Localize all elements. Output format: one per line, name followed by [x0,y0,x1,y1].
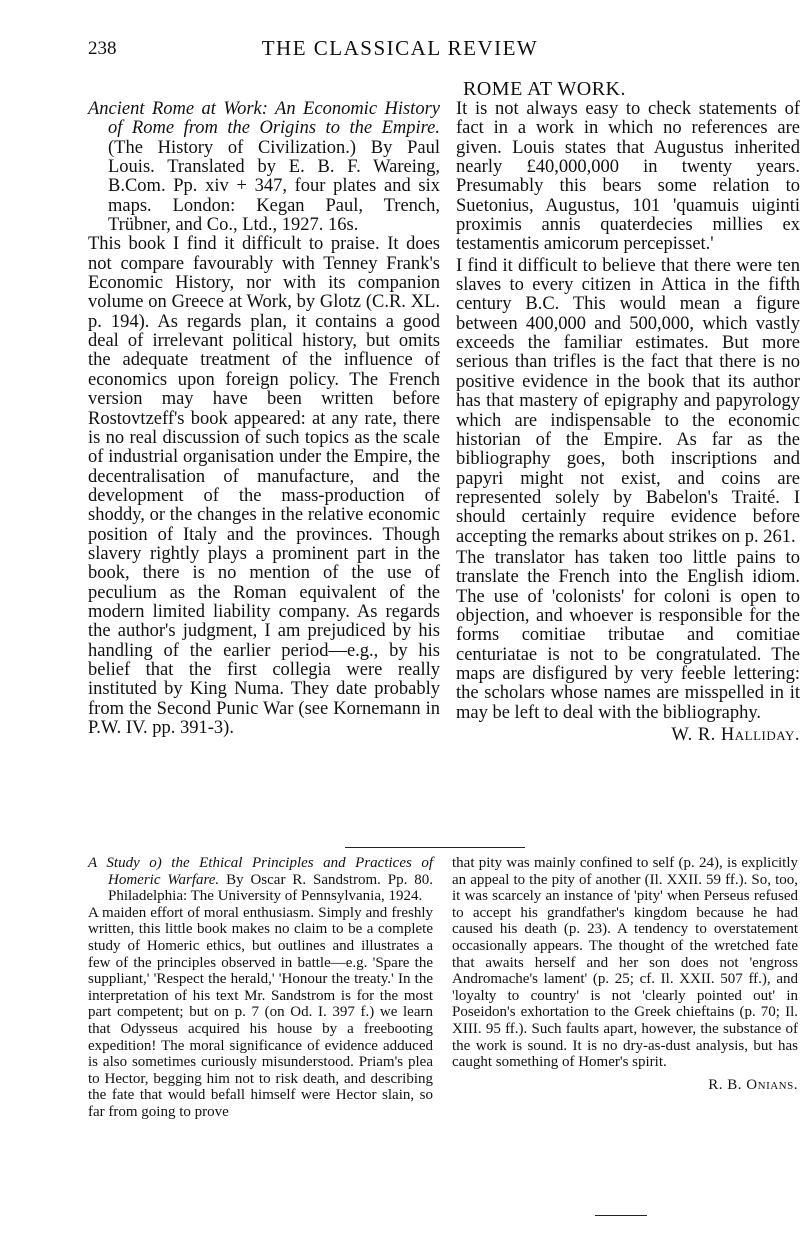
review2-paragraph-1: A maiden effort of moral enthusiasm. Simply and freshly written, this little book makes no claim to be a complete study of Homeric ethics, but outlines and illustrates a few of the principles observed in battle—e.g. 'Spare the suppliant,' 'Respect the herald,' 'Honour the treaty.' In the interpretation of his text Mr. Sandstrom is for the most part competent; but on p. 7 (on Od. I. 397 f.) we learn that Odysseus acquired his house by a freebooting expedition! The moral significance of evidence adduced is also sometimes curiously misunderstood. Priam's plea to Hector, begging him not to risk death, and describing the fate that would befall himself were Hector slain, so far from going to prove [88,904,433,1120]
review1-paragraph-3: I find it difficult to believe that there were ten slaves to every citizen in Attica in the fifth century B.C. This would mean a figure between 400,000 and 500,000, which vastly exceeds the familiar estimates. But more serious than trifles is the fact that there is no positive evidence in the book that its author has that mastery of epigraphy and papyrology which are indispensable to the economic historian of the Empire. As far as the bibliography goes, both inscriptions and papyri might not exist, and coins are represented solely by Babelon's Traité. I should certainly require evidence before accepting the remarks about strikes on p. 261. [456,255,800,547]
end-rule [595,1215,647,1216]
review1-right-column [456,100,800,745]
page-number: 238 [88,38,117,59]
review1-heading [88,100,440,235]
section-title: ROME AT WORK. [463,78,627,100]
review1-paragraph-4: The translator has taken too little pains to translate the French into the English idiom. The use of 'colonists' for coloni is open to objection, and whoever is responsible for the forms comitiae tributae and comitiae centuriatae is not to be congratulated. The maps are disfigured by very feeble lettering: the scholars whose names are misspelled in it may be left to deal with the bibliography. [456,547,800,723]
review1-heading-details: (The History of Civilization.) By Paul Louis. Translated by E. B. F. Wareing, B.Com. Pp. xiv + 347, four plates and six maps. London: Kegan Paul, Trench, Trübner, and Co., Ltd., 1927. 16s. [108,137,440,236]
review2-left-column [88,855,433,1121]
review1-left-column [88,100,440,738]
review2-right-column [452,855,798,1093]
review1-heading-title: Ancient Rome at Work: An Economic History of Rome from the Origins to the Empire. [88,99,440,139]
review2-signature: R. B. Onians. [708,1076,798,1093]
review1-paragraph-1: This book I find it difficult to praise. It does not compare favourably with Tenney Frank's Economic History, nor with its companion volume on Greece at Work, by Glotz (C.R. XL. p. 194). As regards plan, it contains a good deal of irrelevant political history, but omits the adequate treatment of the influence of economics upon foreign policy. The French version may have been written before Rostovtzeff's book appeared: at any rate, there is no real discussion of such topics as the scale of industrial organisation under the Empire, the decentralisation of manufacture, and the development of the mass-production of shoddy, or the changes in the relative economic position of Italy and the provinces. Though slavery rightly plays a prominent part in the book, there is no mention of the use of peculium as the Roman equivalent of the modern limited liability company. As regards the author's judgment, I am prejudiced by his handling of the earlier period—e.g., by his belief that the first collegia were really instituted by King Numa. They date probably from the Second Punic War (see Kornemann in P.W. IV. pp. 391-3). [88,234,440,738]
review2-heading-details: By Oscar R. Sandstrom. Pp. 80. Philadelphia: The University of Pennsylvania, 1924. [108,871,434,905]
review1-paragraph-2: It is not always easy to check statements of fact in a work in which no references are given. Louis states that Augustus inherited nearly £40,000,000 in twenty years. Presumably this bears some relation to Suetonius, Augustus, 101 'quamuis uiginti proximis annis quaterdecies millies ex testamentis amicorum percepisset.' [456,99,800,255]
running-head: THE CLASSICAL REVIEW [261,36,539,60]
review1-signature: W. R. Halliday. [671,725,800,745]
review2-heading [88,855,433,905]
review2-heading-title: A Study o) the Ethical Principles and Practices of Homeric Warfare. [88,855,433,888]
review2-paragraph-2: that pity was mainly confined to self (p. 24), is explicitly an appeal to the pity of another (Il. XXII. 59 ff.). So, too, it was scarcely an instance of 'pity' when Perseus refused to accept his grandfather's kingdom because he had caused his death (p. 23). A tendency to overstatement occasionally appears. The thought of the wretched fate that awaits herself and her son does not 'engross Andromache's lament' (p. 25; cf. Il. XXII. 507 ff.), and 'loyalty to country' is not 'clearly pointed out' in Poseidon's exhortation to the Greek chieftains (p. 70; Il. XIII. 95 ff.). Such faults apart, however, the substance of the work is sound. It is no dry-as-dust analysis, but has caught something of Homer's spirit. [452,855,798,1071]
section-divider [345,847,525,848]
